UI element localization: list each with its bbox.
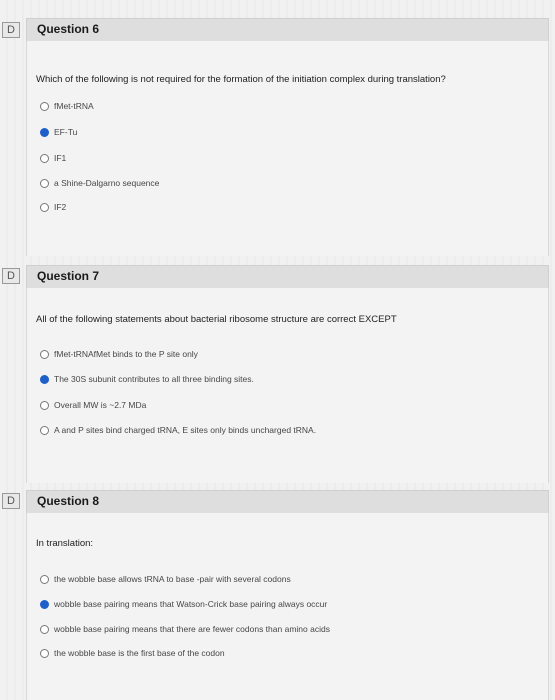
radio-button[interactable] — [40, 426, 49, 435]
radio-button[interactable] — [40, 625, 49, 634]
option-label: A and P sites bind charged tRNA, E sites only binds uncharged tRNA. — [54, 425, 317, 435]
option-label: IF2 — [54, 202, 67, 212]
question-6-option-5[interactable] — [40, 200, 66, 214]
option-label: the wobble base is the first base of the codon — [54, 648, 225, 658]
question-8-option-4[interactable] — [40, 646, 225, 660]
radio-button-selected[interactable] — [40, 600, 49, 609]
radio-button[interactable] — [40, 102, 49, 111]
option-label: the wobble base allows tRNA to base -pair with several codons — [54, 574, 291, 584]
question-6-option-1[interactable] — [40, 99, 94, 113]
radio-button[interactable] — [40, 350, 49, 359]
option-label: wobble base pairing means that Watson-Crick base pairing always occur — [54, 599, 328, 609]
question-6-option-3[interactable] — [40, 151, 66, 165]
question-8-title: Question 8 — [37, 494, 100, 508]
question-7-option-2[interactable] — [40, 372, 254, 386]
question-6-title: Question 6 — [37, 22, 100, 36]
flag-question-7[interactable]: D — [2, 268, 20, 284]
radio-button[interactable] — [40, 203, 49, 212]
option-label: fMet-tRNA — [54, 101, 94, 111]
option-label: EF-Tu — [54, 127, 78, 137]
radio-button[interactable] — [40, 179, 49, 188]
option-label: wobble base pairing means that there are fewer codons than amino acids — [54, 624, 330, 634]
option-label: a Shine-Dalgarno sequence — [54, 178, 160, 188]
question-6-header — [26, 18, 549, 42]
question-6-option-2[interactable] — [40, 125, 77, 139]
question-7-option-4[interactable] — [40, 423, 316, 437]
radio-button[interactable] — [40, 401, 49, 410]
question-8-option-1[interactable] — [40, 572, 291, 586]
option-label: fMet-tRNAfMet binds to the P site only — [54, 349, 198, 359]
option-label: The 30S subunit contributes to all three binding sites. — [54, 374, 254, 384]
question-8-header — [26, 490, 549, 514]
radio-button[interactable] — [40, 575, 49, 584]
option-label: IF1 — [54, 153, 67, 163]
flag-question-6[interactable]: D — [2, 22, 20, 38]
question-7-header — [26, 265, 549, 289]
question-8-prompt: In translation: — [36, 538, 94, 549]
question-7-option-3[interactable] — [40, 398, 146, 412]
question-7-option-1[interactable] — [40, 347, 198, 361]
question-7-prompt: All of the following statements about bacterial ribosome structure are correct EXCEPT — [36, 314, 397, 325]
radio-button-selected[interactable] — [40, 128, 49, 137]
question-8-option-3[interactable] — [40, 622, 330, 636]
question-6-option-4[interactable] — [40, 176, 159, 190]
flag-question-8[interactable]: D — [2, 493, 20, 509]
radio-button-selected[interactable] — [40, 375, 49, 384]
question-8-option-2[interactable] — [40, 597, 327, 611]
question-6-prompt: Which of the following is not required for the formation of the initiation complex during translation? — [36, 74, 446, 85]
radio-button[interactable] — [40, 154, 49, 163]
option-label: Overall MW is ~2.7 MDa — [54, 400, 147, 410]
radio-button[interactable] — [40, 649, 49, 658]
question-7-title: Question 7 — [37, 269, 100, 283]
